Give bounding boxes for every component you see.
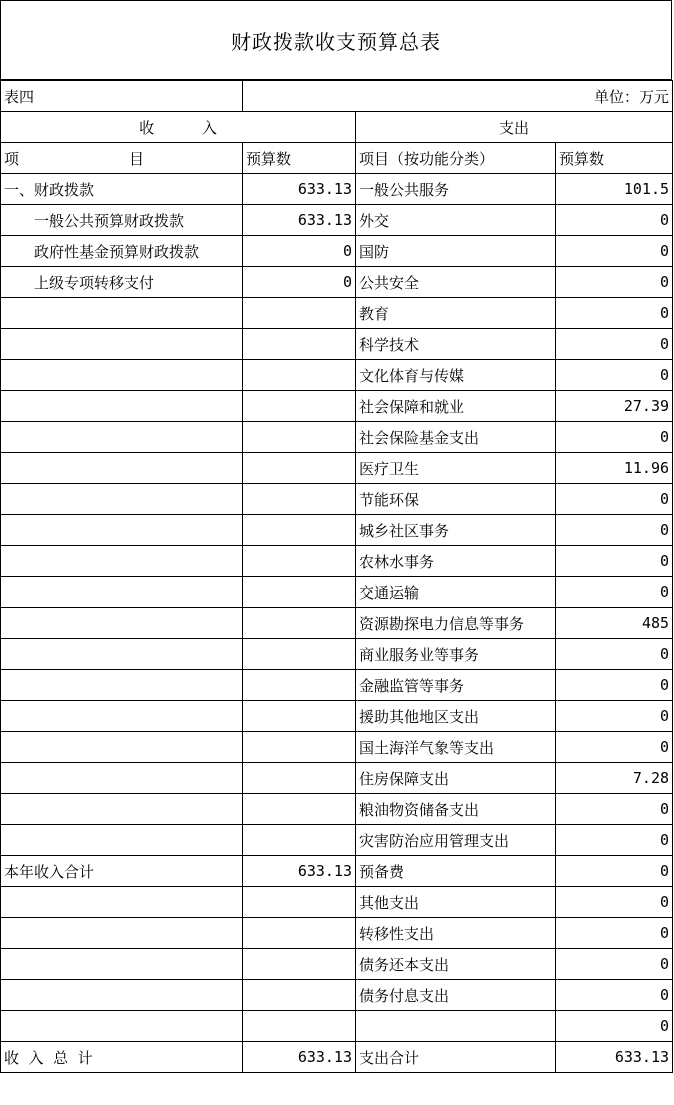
income-value-cell	[243, 639, 356, 670]
table-row	[1, 546, 673, 577]
meta-row	[1, 81, 673, 112]
income-value-cell	[243, 360, 356, 391]
expense-item-cell: 债务还本支出	[356, 949, 556, 980]
income-item-cell	[1, 329, 243, 360]
income-value-cell	[243, 391, 356, 422]
income-item-cell: 政府性基金预算财政拨款	[1, 236, 243, 267]
table-row	[1, 794, 673, 825]
expense-item-cell: 商业服务业等事务	[356, 639, 556, 670]
expense-value-cell: 0	[556, 887, 673, 918]
income-item-cell	[1, 360, 243, 391]
income-item-cell	[1, 670, 243, 701]
totals-row	[1, 1042, 673, 1073]
income-item-cell: 上级专项转移支付	[1, 267, 243, 298]
expense-value-cell: 0	[556, 1011, 673, 1042]
expense-value-cell: 0	[556, 577, 673, 608]
table-row	[1, 1011, 673, 1042]
expense-item-cell: 预备费	[356, 856, 556, 887]
expense-value-cell: 0	[556, 422, 673, 453]
expense-item-cell: 节能环保	[356, 484, 556, 515]
table-row	[1, 856, 673, 887]
income-value-cell	[243, 794, 356, 825]
income-item-cell	[1, 298, 243, 329]
expense-value-cell: 0	[556, 360, 673, 391]
expense-value-cell: 0	[556, 484, 673, 515]
expense-total-label: 支出合计	[356, 1042, 556, 1073]
income-value-cell	[243, 949, 356, 980]
table-row	[1, 205, 673, 236]
income-value-cell	[243, 546, 356, 577]
expense-item-cell: 国土海洋气象等支出	[356, 732, 556, 763]
income-item-cell: 一、财政拨款	[1, 174, 243, 205]
income-total-value: 633.13	[243, 1042, 356, 1073]
expense-value-cell: 0	[556, 236, 673, 267]
expense-item-cell: 农林水事务	[356, 546, 556, 577]
expense-budget-header: 预算数	[556, 143, 673, 174]
income-value-cell	[243, 980, 356, 1011]
income-item-cell	[1, 453, 243, 484]
table-row	[1, 732, 673, 763]
expense-value-cell: 0	[556, 856, 673, 887]
budget-table	[0, 80, 673, 1073]
expense-total-value: 633.13	[556, 1042, 673, 1073]
expense-header: 支出	[356, 112, 673, 143]
expense-value-cell: 0	[556, 825, 673, 856]
expense-value-cell: 0	[556, 298, 673, 329]
table-row	[1, 174, 673, 205]
table-row	[1, 577, 673, 608]
table-row	[1, 453, 673, 484]
income-item-cell	[1, 577, 243, 608]
income-header: 收 入	[1, 112, 356, 143]
item-header-left: 项	[4, 149, 20, 168]
expense-value-cell: 0	[556, 701, 673, 732]
expense-item-cell: 一般公共服务	[356, 174, 556, 205]
income-item-cell	[1, 701, 243, 732]
income-value-cell	[243, 515, 356, 546]
table-row	[1, 267, 673, 298]
table-row	[1, 763, 673, 794]
income-value-cell: 633.13	[243, 205, 356, 236]
expense-value-cell: 11.96	[556, 453, 673, 484]
expense-value-cell: 101.5	[556, 174, 673, 205]
table-row	[1, 515, 673, 546]
expense-item-cell: 医疗卫生	[356, 453, 556, 484]
expense-item-cell: 外交	[356, 205, 556, 236]
table-row	[1, 980, 673, 1011]
table-row	[1, 670, 673, 701]
table-row	[1, 391, 673, 422]
income-item-cell	[1, 949, 243, 980]
income-item-cell	[1, 484, 243, 515]
income-item-cell	[1, 980, 243, 1011]
expense-value-cell: 0	[556, 546, 673, 577]
expense-item-cell: 其他支出	[356, 887, 556, 918]
table-row	[1, 298, 673, 329]
expense-value-cell: 0	[556, 329, 673, 360]
income-value-cell	[243, 422, 356, 453]
income-value-cell: 633.13	[243, 174, 356, 205]
income-total-label: 收 入 总 计	[1, 1042, 243, 1073]
expense-item-cell: 社会保障和就业	[356, 391, 556, 422]
income-item-cell	[1, 763, 243, 794]
item-header	[1, 143, 243, 174]
income-item-cell	[1, 608, 243, 639]
expense-item-cell: 科学技术	[356, 329, 556, 360]
expense-value-cell: 27.39	[556, 391, 673, 422]
table-row	[1, 639, 673, 670]
expense-item-cell: 债务付息支出	[356, 980, 556, 1011]
income-value-cell	[243, 825, 356, 856]
expense-value-cell: 0	[556, 639, 673, 670]
expense-item-cell: 公共安全	[356, 267, 556, 298]
income-item-cell	[1, 1011, 243, 1042]
income-value-cell	[243, 918, 356, 949]
expense-value-cell: 0	[556, 267, 673, 298]
table-row	[1, 918, 673, 949]
expense-item-cell: 国防	[356, 236, 556, 267]
income-item-cell: 一般公共预算财政拨款	[1, 205, 243, 236]
table-row	[1, 360, 673, 391]
expense-item-cell: 社会保险基金支出	[356, 422, 556, 453]
table-row	[1, 329, 673, 360]
income-value-cell: 0	[243, 267, 356, 298]
income-item-cell	[1, 887, 243, 918]
expense-item-cell: 教育	[356, 298, 556, 329]
income-item-cell: 本年收入合计	[1, 856, 243, 887]
expense-item-cell: 援助其他地区支出	[356, 701, 556, 732]
income-value-cell	[243, 732, 356, 763]
income-value-cell	[243, 763, 356, 794]
income-value-cell	[243, 670, 356, 701]
table-label: 表四	[1, 81, 243, 112]
item-header-right: 目	[128, 149, 144, 168]
expense-value-cell: 7.28	[556, 763, 673, 794]
income-item-cell	[1, 918, 243, 949]
expense-value-cell: 0	[556, 732, 673, 763]
table-row	[1, 949, 673, 980]
income-value-cell	[243, 484, 356, 515]
income-item-cell	[1, 639, 243, 670]
income-item-cell	[1, 546, 243, 577]
expense-value-cell: 0	[556, 670, 673, 701]
expense-item-cell: 住房保障支出	[356, 763, 556, 794]
income-item-cell	[1, 515, 243, 546]
income-value-cell	[243, 1011, 356, 1042]
income-value-cell	[243, 329, 356, 360]
expense-item-header: 项目（按功能分类）	[356, 143, 556, 174]
income-value-cell	[243, 701, 356, 732]
sheet-title: 财政拨款收支预算总表	[0, 0, 672, 80]
unit-label: 单位：万元	[243, 81, 673, 112]
expense-item-cell: 资源勘探电力信息等事务	[356, 608, 556, 639]
expense-value-cell: 0	[556, 918, 673, 949]
expense-value-cell: 0	[556, 949, 673, 980]
income-value-cell: 0	[243, 236, 356, 267]
income-value-cell	[243, 887, 356, 918]
expense-item-cell: 灾害防治应用管理支出	[356, 825, 556, 856]
table-row	[1, 887, 673, 918]
income-item-cell	[1, 794, 243, 825]
expense-item-cell: 转移性支出	[356, 918, 556, 949]
income-value-cell	[243, 298, 356, 329]
expense-item-cell: 交通运输	[356, 577, 556, 608]
expense-item-cell: 文化体育与传媒	[356, 360, 556, 391]
expense-value-cell: 0	[556, 794, 673, 825]
expense-item-cell	[356, 1011, 556, 1042]
expense-value-cell: 0	[556, 515, 673, 546]
income-value-cell: 633.13	[243, 856, 356, 887]
table-row	[1, 825, 673, 856]
income-budget-header: 预算数	[243, 143, 356, 174]
income-item-cell	[1, 825, 243, 856]
expense-value-cell: 0	[556, 980, 673, 1011]
expense-item-cell: 城乡社区事务	[356, 515, 556, 546]
income-value-cell	[243, 577, 356, 608]
expense-item-cell: 金融监管等事务	[356, 670, 556, 701]
table-row	[1, 701, 673, 732]
income-item-cell	[1, 732, 243, 763]
table-row	[1, 484, 673, 515]
column-header-row	[1, 143, 673, 174]
income-value-cell	[243, 453, 356, 484]
table-row	[1, 236, 673, 267]
expense-value-cell: 485	[556, 608, 673, 639]
table-row	[1, 422, 673, 453]
table-row	[1, 608, 673, 639]
income-value-cell	[243, 608, 356, 639]
expense-item-cell: 粮油物资储备支出	[356, 794, 556, 825]
expense-value-cell: 0	[556, 205, 673, 236]
income-item-cell	[1, 391, 243, 422]
income-item-cell	[1, 422, 243, 453]
section-header-row	[1, 112, 673, 143]
